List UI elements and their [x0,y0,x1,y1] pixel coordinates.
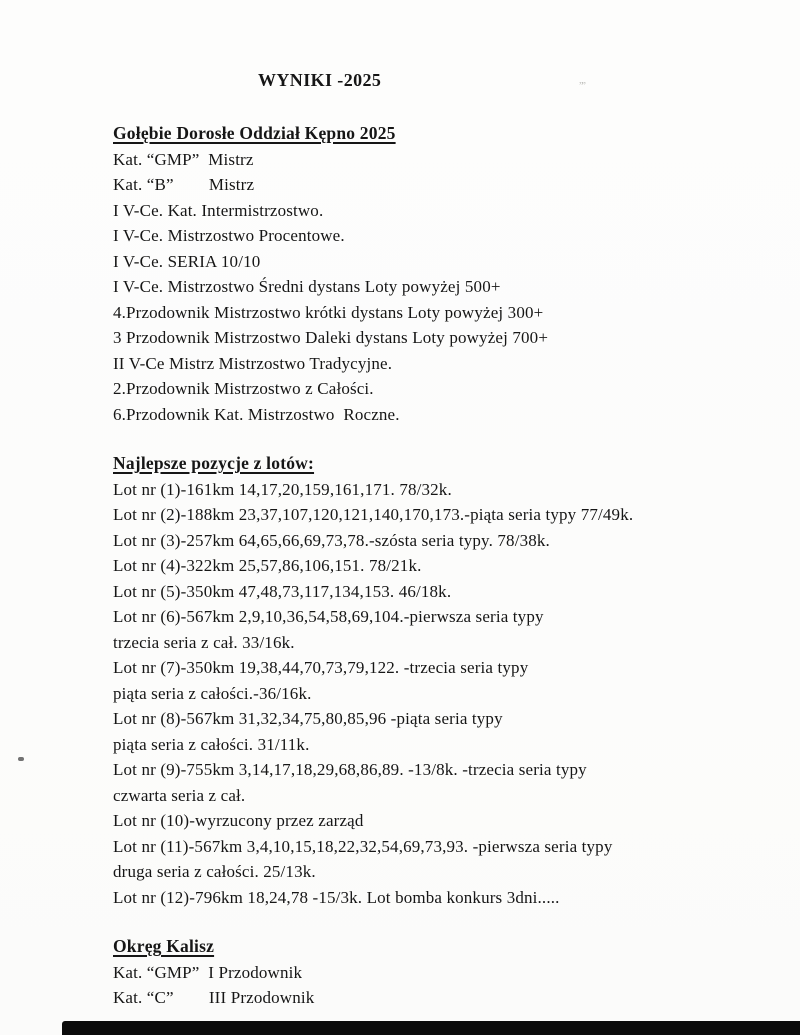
text-line: piąta seria z całości. 31/11k. [113,734,310,754]
text-line: Lot nr (10)-wyrzucony przez zarząd [113,811,364,830]
text-line: Lot nr (9)-755km 3,14,17,18,29,68,86,89. -13/8k. -trzecia seria typy [113,760,587,779]
text-line: Kat. “GMP” Mistrz [113,149,254,169]
section-najlepsze-pozycje [113,451,764,910]
scan-speck [18,757,24,761]
document-content [113,0,764,1011]
page-title: WYNIKI -2025 [258,70,382,90]
text-line: piąta seria z całości.-36/16k. [113,683,312,703]
text-line: Lot nr (5)-350km 47,48,73,117,134,153. 46/18k. [113,581,452,601]
section-heading: Najlepsze pozycje z lotów: [113,453,315,473]
section-heading: Gołębie Dorosłe Oddział Kępno 2025 [113,123,396,143]
text-line: Lot nr (12)-796km 18,24,78 -15/3k. Lot bomba konkurs 3dni..... [113,887,560,907]
text-line: Lot nr (7)-350km 19,38,44,70,73,79,122. -trzecia seria typy [113,658,529,677]
text-line: Kat. “GMP” I Przodownik [113,962,303,982]
text-line: 2.Przodownik Mistrzostwo z Całości. [113,379,374,398]
text-line: Kat. “B” Mistrz [113,175,255,194]
text-line: Lot nr (2)-188km 23,37,107,120,121,140,170,173.-piąta seria typy 77/49k. [113,505,634,524]
text-line: druga seria z całości. 25/13k. [113,862,316,881]
text-line: 4.Przodownik Mistrzostwo krótki dystans Loty powyżej 300+ [113,302,544,322]
text-line: Lot nr (1)-161km 14,17,20,159,161,171. 78/32k. [113,479,452,499]
text-line: Lot nr (11)-567km 3,4,10,15,18,22,32,54,69,73,93. -pierwsza seria typy [113,836,613,856]
text-line: trzecia seria z cał. 33/16k. [113,632,295,652]
text-line: Kat. “C” III Przodownik [113,988,315,1007]
text-line: Lot nr (6)-567km 2,9,10,36,54,58,69,104.-pierwsza seria typy [113,607,544,626]
text-line: II V-Ce Mistrz Mistrzostwo Tradycyjne. [113,353,393,373]
text-line: I V-Ce. SERIA 10/10 [113,251,261,271]
scan-edge-bar [62,1021,800,1035]
text-line: Lot nr (4)-322km 25,57,86,106,151. 78/21k. [113,556,422,575]
scan-artifact [579,76,591,86]
text-line: Lot nr (8)-567km 31,32,34,75,80,85,96 -piąta seria typy [113,709,503,728]
text-line: 6.Przodownik Kat. Mistrzostwo Roczne. [113,404,400,424]
section-oddzial-kepno [113,121,764,427]
text-line: czwarta seria z cał. [113,785,246,805]
text-line: I V-Ce. Kat. Intermistrzostwo. [113,200,324,220]
text-line: I V-Ce. Mistrzostwo Procentowe. [113,226,345,245]
text-line: 3 Przodownik Mistrzostwo Daleki dystans Loty powyżej 700+ [113,328,549,347]
text-line: I V-Ce. Mistrzostwo Średni dystans Loty powyżej 500+ [113,277,501,296]
section-okreg-kalisz [113,934,764,1011]
text-line: Lot nr (3)-257km 64,65,66,69,73,78.-szósta seria typy. 78/38k. [113,530,550,550]
section-heading: Okręg Kalisz [113,936,215,956]
